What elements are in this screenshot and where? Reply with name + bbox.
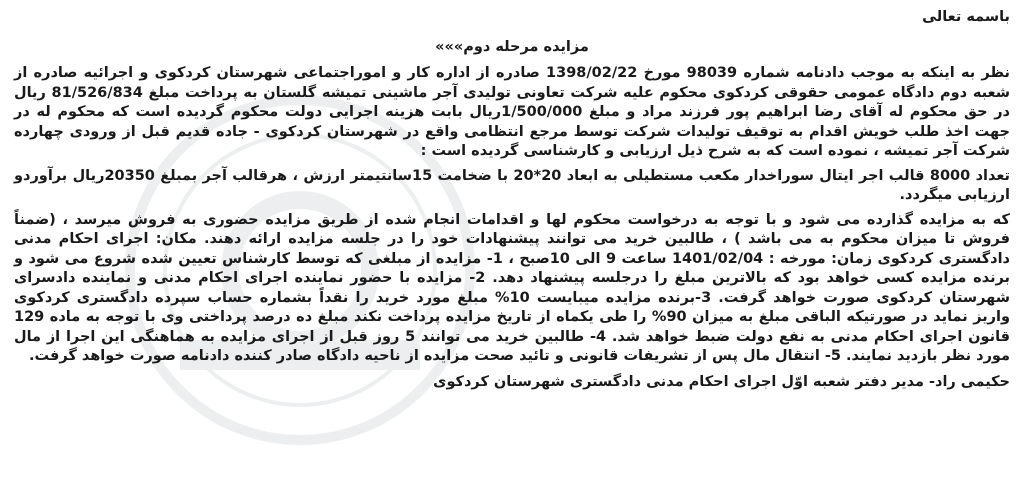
intro-paragraph: نظر به اینکه به موجب دادنامه شماره 98039 مورخ 1398/02/22 صادره از اداره کار و اموراجتماعی شهرستان کردکوی و اجرائیه صادره از شعبه دوم دادگاه عمومی حقوقی کردکوی محکوم علیه شرکت تعاونی تولیدی آجر ماشینی تمیشه گلستان به پرداخت مبلغ 81/526/834 ریال در حق محکوم له آقای رضا ابراهیم پور فرزند مراد و مبلغ 1/500/000ریال بابت هزینه اجرایی دولت محکوم گردیده است که محکوم له در جهت اخذ طلب خویش اقدام به توقیف تولیدات شرکت توسط مرجع انتظامی واقع در شهرستان کردکوی - جاده قدیم قبل از ورودی چهارده شرکت آجر تمیشه ، نموده است که به شرح ذیل ارزیابی و کارشناسی گردیده است : [14, 65, 1011, 159]
notice-title: مزایده مرحله دوم»»» [435, 39, 589, 55]
items-paragraph: تعداد 8000 قالب اجر ایتال سوراخدار مکعب مستطیلی به ابعاد 20*20 با ضخامت 15سانتیمتر ارزش ، هرقالب آجر بمبلغ 20350ریال برآوردو ارزیابی میگردد. [14, 167, 1011, 203]
terms-paragraph: که به مزایده گذارده می شود و با توجه به درخواست محکوم لها و اقدامات انجام شده از طریق مزایده حضوری به فروش میرسد ، (ضمناً فروش تا میزان محکوم به می باشد ) ، طالبین خرید می توانند پیشنهادات خود را در جلسه مزایده ارائه دهند. مکان: اجرای احکام مدنی دادگستری کردکوی زمان: مورخه : 1401/02/04 ساعت 9 الی 10صبح ، 1- مزایده از مبلغی که توسط کارشناس تعیین شده شروع می شود و برنده مزایده کسی خواهد بود که بالاترین مبلغ را درجلسه پیشنهاد دهد. 2- مزایده با حضور نماینده اجرای احکام مدنی و نماینده دادسرای شهرستان کردکوی صورت خواهد گرفت. 3-برنده مزایده میبایست 10% مبلغ مورد خرید را نقداً بشماره حساب سپرده دادگستری کردکوی واریز نماید در صورتیکه الباقی مبلغ به میزان 90% را طی یکماه از تاریخ مزایده پرداخت نکند مبلغ ده درصد پرداختی وی با توجه به ماده 129 قانون اجرای احکام مدنی به نفع دولت ضبط خواهد شد. 4- طالبین خرید می توانند 5 روز قبل از اجرای مزایده به هماهنگی این اجرا از مال مورد نظر بازدید نمایند. 5- انتقال مال پس از تشریفات قانونی و تائید صحت مزایده از ناحیه دادگاه صادر کننده دادنامه صورت خواهد گرفت. [14, 211, 1011, 364]
invocation-heading: باسمه تعالی [922, 9, 1010, 25]
signature-line: حکیمی راد- مدیر دفتر شعبه اوّل اجرای احکام مدنی دادگستری شهرستان کردکوی [433, 373, 1010, 390]
